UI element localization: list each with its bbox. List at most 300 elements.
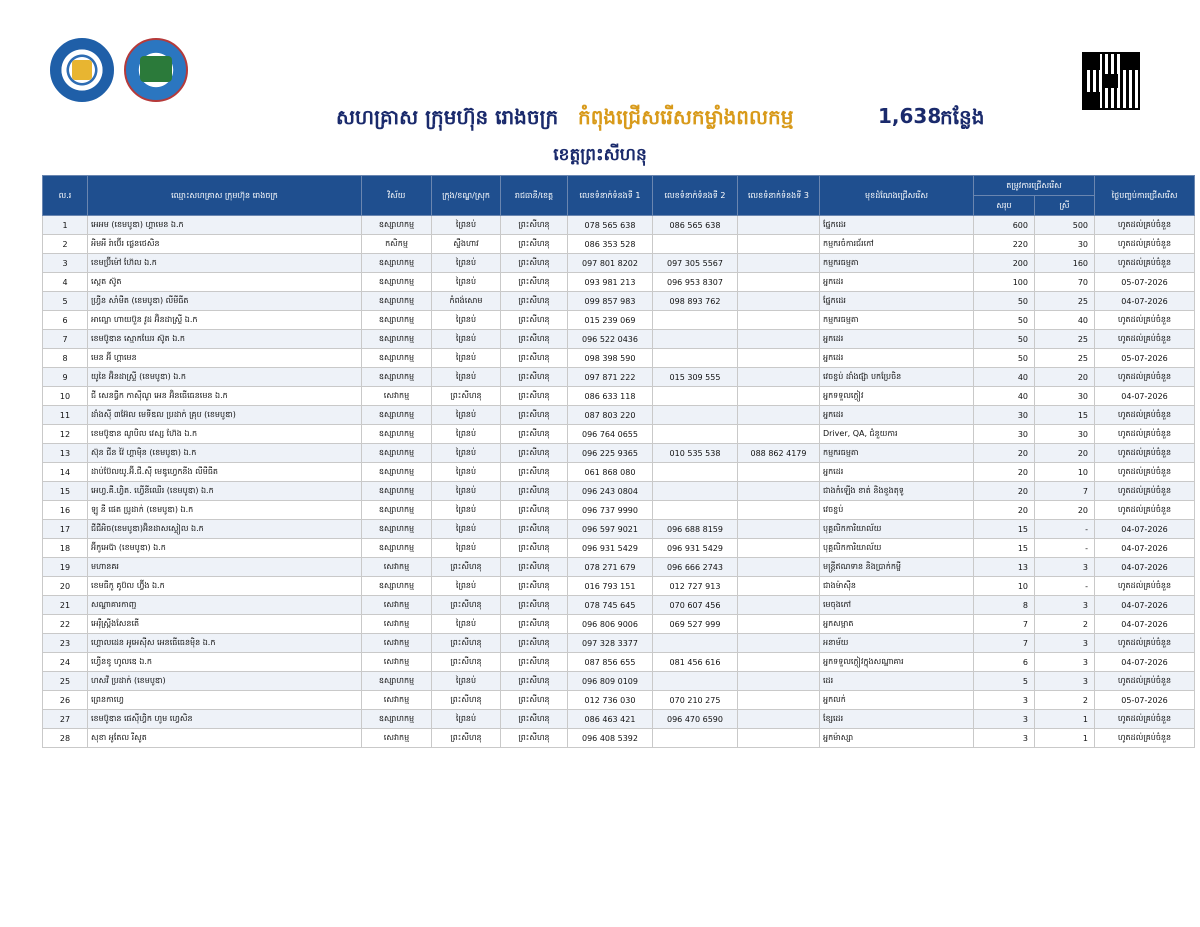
province-cell: ព្រះសីហនុ [501,539,568,558]
row-number: 2 [43,235,88,254]
title-enterprises: សហគ្រាស ក្រុមហ៊ុន រោងចក្រ [336,105,559,129]
phone1-cell: 096 806 9006 [568,615,653,634]
district-cell: ព្រៃនប់ [432,254,501,273]
district-cell: ព្រៃនប់ [432,444,501,463]
total-cell: 8 [974,596,1035,615]
district-cell: ព្រះសីហនុ [432,387,501,406]
province-cell: ព្រះសីហនុ [501,672,568,691]
company-name: អេហ្វ.គី.ហ្វិត. ហ្វើនីឈើរ (ខេមបូឌា) ឯ.ក [88,482,362,501]
female-cell: 1 [1035,710,1095,729]
row-number: 26 [43,691,88,710]
deadline-cell: 05-07-2026 [1095,691,1195,710]
district-cell: ព្រៃនប់ [432,273,501,292]
phone2-cell [653,387,738,406]
company-name: ដាប់ប៊ែលយូ.អ៊ី.ជី.ស៊ី មេឌូហ្វេកនីង លីមីធីត [88,463,362,482]
sector-cell: សេវាកម្ម [362,615,432,634]
table-row [43,653,1195,672]
header-phone2: លេខទំនាក់ទំនងទី 2 [653,176,738,216]
phone1-cell: 099 857 983 [568,292,653,311]
row-number: 6 [43,311,88,330]
female-cell: 2 [1035,691,1095,710]
deadline-cell: 04-07-2026 [1095,292,1195,311]
female-cell: 30 [1035,235,1095,254]
province-cell: ព្រះសីហនុ [501,634,568,653]
company-name: ហ្វើនខូ ហូលឌេ ឯ.ក [88,653,362,672]
position-cell: ជាងម៉ាស៊ីន [820,577,974,596]
phone2-cell [653,330,738,349]
district-cell: ព្រៃនប់ [432,216,501,235]
row-number: 22 [43,615,88,634]
table-row [43,729,1195,748]
province-cell: ព្រះសីហនុ [501,273,568,292]
phone3-cell [738,254,820,273]
total-cell: 7 [974,634,1035,653]
province-cell: ព្រះសីហនុ [501,368,568,387]
phone2-cell: 097 305 5567 [653,254,738,273]
row-number: 10 [43,387,88,406]
district-cell: ព្រៃនប់ [432,368,501,387]
table-row [43,596,1195,615]
position-cell: អ្នកដេរ [820,406,974,425]
phone1-cell: 096 809 0109 [568,672,653,691]
sector-cell: ឧស្សាហកម្ម [362,539,432,558]
sector-cell: ឧស្សាហកម្ម [362,368,432,387]
deadline-cell: ហូតដល់គ្រប់ចំនួន [1095,254,1195,273]
province-cell: ព្រះសីហនុ [501,482,568,501]
table-row [43,273,1195,292]
phone1-cell: 078 271 679 [568,558,653,577]
header-company: ឈ្មោះសហគ្រាស ក្រុមហ៊ុន រោងចក្រ [88,176,362,216]
phone2-cell: 015 309 555 [653,368,738,387]
phone2-cell: 096 931 5429 [653,539,738,558]
qr-code-icon[interactable] [1082,52,1140,110]
phone1-cell: 087 803 220 [568,406,653,425]
table-row [43,425,1195,444]
phone3-cell [738,539,820,558]
total-cell: 6 [974,653,1035,672]
sector-cell: សេវាកម្ម [362,387,432,406]
header-phone3: លេខទំនាក់ទំនងទី 3 [738,176,820,216]
position-cell: ផ្នែកដេរ [820,292,974,311]
sector-cell: ឧស្សាហកម្ម [362,406,432,425]
table-row [43,520,1195,539]
position-cell: កម្មករធម្មតា [820,311,974,330]
female-cell: - [1035,539,1095,558]
female-cell: 3 [1035,634,1095,653]
company-name: អេអម (ខេមបូឌា) ហ្គាមេន ឯ.ក [88,216,362,235]
district-cell: ព្រៃនប់ [432,406,501,425]
phone2-cell: 096 470 6590 [653,710,738,729]
total-cell: 50 [974,349,1035,368]
row-number: 3 [43,254,88,273]
company-name: យូនៃ អ៊ិនដាស្ទ្រី (ខេមបូឌា) ឯ.ក [88,368,362,387]
phone2-cell: 070 210 275 [653,691,738,710]
province-cell: ព្រះសីហនុ [501,387,568,406]
female-cell: 500 [1035,216,1095,235]
province-cell: ព្រះសីហនុ [501,444,568,463]
province-cell: ព្រះសីហនុ [501,254,568,273]
table-row [43,368,1195,387]
company-name: មេន អ៊ី ហ្គាមេន [88,349,362,368]
company-name: ស្កេត ស៊ូត [88,273,362,292]
title-recruiting: កំពុងជ្រើសរើសកម្លាំងពលកម្ម [578,105,794,129]
female-cell: 30 [1035,387,1095,406]
row-number: 1 [43,216,88,235]
row-number: 4 [43,273,88,292]
phone1-cell: 097 871 222 [568,368,653,387]
deadline-cell: ហូតដល់គ្រប់ចំនួន [1095,482,1195,501]
phone1-cell: 098 398 590 [568,349,653,368]
nea-logo [124,38,188,102]
company-name: ឡូ នី ផេត ប្រូដាក់ (ខេមបូឌា) ឯ.ក [88,501,362,520]
page-title [0,104,1200,134]
total-cell: 100 [974,273,1035,292]
position-cell: Driver, QA, ជំនួយការ [820,425,974,444]
phone2-cell [653,311,738,330]
table-row [43,216,1195,235]
province-cell: ព្រះសីហនុ [501,349,568,368]
deadline-cell: ហូតដល់គ្រប់ចំនួន [1095,634,1195,653]
deadline-cell: 05-07-2026 [1095,273,1195,292]
row-number: 27 [43,710,88,729]
table-row [43,691,1195,710]
phone1-cell: 097 801 8202 [568,254,653,273]
total-cell: 50 [974,330,1035,349]
district-cell: កំពង់សោម [432,292,501,311]
header-province: រាជធានី/ខេត្ត [501,176,568,216]
company-name: ខេមប៊្រីម៉ៅ ហ៊ែល ឯ.ក [88,254,362,273]
row-number: 11 [43,406,88,425]
female-cell: 15 [1035,406,1095,425]
position-cell: អ្នកដេរ [820,463,974,482]
female-cell: 3 [1035,672,1095,691]
position-cell: អ្នកលក់ [820,691,974,710]
province-cell: ព្រះសីហនុ [501,653,568,672]
female-cell: - [1035,577,1095,596]
phone3-cell [738,596,820,615]
female-cell: 3 [1035,653,1095,672]
phone3-cell [738,729,820,748]
sector-cell: ឧស្សាហកម្ម [362,520,432,539]
phone3-cell [738,425,820,444]
row-number: 8 [43,349,88,368]
province-cell: ព្រះសីហនុ [501,330,568,349]
phone1-cell: 012 736 030 [568,691,653,710]
table-row [43,292,1195,311]
female-cell: - [1035,520,1095,539]
sector-cell: ឧស្សាហកម្ម [362,349,432,368]
position-cell: ផ្នែកដេរ [820,216,974,235]
company-name: ខេមប៊ូឌាន ណូបិល វេស្ស ហ៊ែង ឯ.ក [88,425,362,444]
district-cell: ព្រៃនប់ [432,501,501,520]
table-row [43,349,1195,368]
header-needed: តម្រូវការជ្រើសរើស [974,176,1095,196]
district-cell: ស្ទឹងហាវ [432,235,501,254]
phone1-cell: 096 737 9990 [568,501,653,520]
female-cell: 70 [1035,273,1095,292]
female-cell: 7 [1035,482,1095,501]
table-row [43,444,1195,463]
company-name: ស៊ុន ជីន វ៉ៃ ហ្គាម៉ិន (ខេមបូឌា) ឯ.ក [88,444,362,463]
district-cell: ព្រៃនប់ [432,482,501,501]
phone3-cell [738,615,820,634]
district-cell: ព្រៃនប់ [432,710,501,729]
row-number: 28 [43,729,88,748]
company-name: ខេមប៊ូឌាន ផេស៊ីហ្វិក ហូម ហ្វេសិន [88,710,362,729]
sector-cell: ឧស្សាហកម្ម [362,292,432,311]
row-number: 12 [43,425,88,444]
province-cell: ព្រះសីហនុ [501,406,568,425]
province-cell: ព្រះសីហនុ [501,558,568,577]
deadline-cell: ហូតដល់គ្រប់ចំនួន [1095,406,1195,425]
position-cell: ជាងកំឡើង ខាត់ និងខួងតុទូ [820,482,974,501]
female-cell: 40 [1035,311,1095,330]
total-cell: 50 [974,292,1035,311]
district-cell: ព្រះសីហនុ [432,634,501,653]
phone1-cell: 086 353 528 [568,235,653,254]
phone1-cell: 096 225 9365 [568,444,653,463]
province-cell: ព្រះសីហនុ [501,596,568,615]
district-cell: ព្រៃនប់ [432,672,501,691]
sector-cell: សេវាកម្ម [362,729,432,748]
phone2-cell [653,482,738,501]
company-name: អិមអឺ រ៉ាប៊ើរ ផ្លេនថេសិន [88,235,362,254]
phone3-cell [738,691,820,710]
sector-cell: ឧស្សាហកម្ម [362,216,432,235]
sector-cell: សេវាកម្ម [362,691,432,710]
total-cell: 30 [974,425,1035,444]
phone3-cell [738,672,820,691]
phone2-cell [653,349,738,368]
row-number: 15 [43,482,88,501]
female-cell: 25 [1035,349,1095,368]
province-cell: ព្រះសីហនុ [501,729,568,748]
province-cell: ព្រះសីហនុ [501,691,568,710]
total-cell: 10 [974,577,1035,596]
female-cell: 20 [1035,444,1095,463]
total-cell: 20 [974,482,1035,501]
total-cell: 200 [974,254,1035,273]
row-number: 20 [43,577,88,596]
table-row [43,482,1195,501]
district-cell: ព្រៃនប់ [432,539,501,558]
deadline-cell: 04-07-2026 [1095,596,1195,615]
header-deadline: ថ្ងៃបញ្ចប់ការជ្រើសរើស [1095,176,1195,216]
district-cell: ព្រៃនប់ [432,311,501,330]
position-cell: វេចខ្ចប់ [820,501,974,520]
phone2-cell: 012 727 913 [653,577,738,596]
phone1-cell: 087 856 655 [568,653,653,672]
female-cell: 3 [1035,558,1095,577]
phone3-cell [738,273,820,292]
table-row [43,558,1195,577]
province-cell: ព្រះសីហនុ [501,216,568,235]
phone2-cell [653,406,738,425]
sector-cell: ឧស្សាហកម្ម [362,444,432,463]
phone3-cell [738,216,820,235]
female-cell: 1 [1035,729,1095,748]
district-cell: ព្រៃនប់ [432,615,501,634]
phone3-cell [738,520,820,539]
phone2-cell: 098 893 762 [653,292,738,311]
row-number: 9 [43,368,88,387]
company-name: ជី សេនធ្វីក កាសុីណូ អេន អ៊ិនធើធេនមេន ឯ.ក [88,387,362,406]
phone1-cell: 096 764 0655 [568,425,653,444]
position-cell: អ្នកដេរ [820,273,974,292]
sector-cell: ឧស្សាហកម្ម [362,330,432,349]
phone2-cell: 069 527 999 [653,615,738,634]
phone1-cell: 096 597 9021 [568,520,653,539]
position-cell: អ្នកដេរ [820,349,974,368]
position-cell: អ្នកដេរ [820,330,974,349]
total-cell: 3 [974,729,1035,748]
province-cell: ព្រះសីហនុ [501,520,568,539]
table-row [43,235,1195,254]
job-listings-table [42,175,1195,748]
district-cell: ព្រះសីហនុ [432,691,501,710]
row-number: 14 [43,463,88,482]
title-total-count: 1,638 [878,104,942,128]
deadline-cell: ហូតដល់គ្រប់ចំនួន [1095,444,1195,463]
total-cell: 7 [974,615,1035,634]
total-cell: 20 [974,501,1035,520]
district-cell: ព្រះសីហនុ [432,653,501,672]
total-cell: 13 [974,558,1035,577]
table-row [43,254,1195,273]
district-cell: ព្រះសីហនុ [432,729,501,748]
province-cell: ព្រះសីហនុ [501,292,568,311]
phone3-cell [738,330,820,349]
phone3-cell [738,463,820,482]
table-row [43,311,1195,330]
phone2-cell: 070 607 456 [653,596,738,615]
phone1-cell: 086 463 421 [568,710,653,729]
phone3-cell [738,368,820,387]
province-cell: ព្រះសីហនុ [501,501,568,520]
row-number: 5 [43,292,88,311]
phone1-cell: 096 931 5429 [568,539,653,558]
province-cell: ព្រះសីហនុ [501,425,568,444]
female-cell: 20 [1035,368,1095,387]
sector-cell: ឧស្សាហកម្ម [362,254,432,273]
total-cell: 40 [974,368,1035,387]
header-district: ក្រុង/ខណ្ឌ/ស្រុក [432,176,501,216]
phone3-cell [738,501,820,520]
phone2-cell [653,634,738,653]
table-row [43,330,1195,349]
deadline-cell: 04-07-2026 [1095,520,1195,539]
phone1-cell: 086 633 118 [568,387,653,406]
phone1-cell: 078 565 638 [568,216,653,235]
table-row [43,387,1195,406]
province-cell: ព្រះសីហនុ [501,463,568,482]
position-cell: កម្មករចំការជ័រកៅ [820,235,974,254]
deadline-cell: ហូតដល់គ្រប់ចំនួន [1095,425,1195,444]
table-row [43,539,1195,558]
header-total: សរុប [974,196,1035,216]
position-cell: មេចុងភៅ [820,596,974,615]
sector-cell: សេវាកម្ម [362,596,432,615]
province-subtitle: ខេត្តព្រះសីហនុ [553,145,647,165]
province-cell: ព្រះសីហនុ [501,235,568,254]
total-cell: 3 [974,691,1035,710]
phone3-cell [738,653,820,672]
position-cell: បុគ្គលិកការិយាល័យ [820,520,974,539]
phone1-cell: 015 239 069 [568,311,653,330]
phone1-cell: 096 408 5392 [568,729,653,748]
deadline-cell: 04-07-2026 [1095,558,1195,577]
district-cell: ព្រៃនប់ [432,463,501,482]
total-cell: 15 [974,520,1035,539]
sector-cell: ឧស្សាហកម្ម [362,672,432,691]
district-cell: ព្រះសីហនុ [432,558,501,577]
phone3-cell [738,292,820,311]
district-cell: ព្រៃនប់ [432,425,501,444]
company-name: ដាំងស៊ី ៣អ៊ែល មេទីឌល ប្រដាក់ គ្រុប (ខេមបូឌា) [88,406,362,425]
deadline-cell: ហូតដល់គ្រប់ចំនួន [1095,368,1195,387]
phone2-cell [653,425,738,444]
phone3-cell [738,482,820,501]
table-row [43,615,1195,634]
phone3-cell [738,406,820,425]
phone2-cell: 096 953 8307 [653,273,738,292]
province-cell: ព្រះសីហនុ [501,311,568,330]
phone2-cell [653,501,738,520]
row-number: 21 [43,596,88,615]
position-cell: កម្មករធម្មតា [820,254,974,273]
company-name: សណ្ឋាគារកាញ្ជ [88,596,362,615]
phone3-cell [738,558,820,577]
position-cell: អ្នកសម្អាត [820,615,974,634]
table-row [43,634,1195,653]
table-row [43,501,1195,520]
row-number: 25 [43,672,88,691]
province-cell: ព្រះសីហនុ [501,577,568,596]
row-number: 17 [43,520,88,539]
row-number: 13 [43,444,88,463]
sector-cell: ឧស្សាហកម្ម [362,710,432,729]
phone3-cell [738,311,820,330]
female-cell: 2 [1035,615,1095,634]
company-name: សុខា អូតែល រីសូត [88,729,362,748]
position-cell: ដេរ [820,672,974,691]
deadline-cell: ហូតដល់គ្រប់ចំនួន [1095,330,1195,349]
deadline-cell: 04-07-2026 [1095,539,1195,558]
phone2-cell: 086 565 638 [653,216,738,235]
phone3-cell [738,577,820,596]
deadline-cell: 04-07-2026 [1095,615,1195,634]
ministry-logo [50,38,114,102]
total-cell: 5 [974,672,1035,691]
deadline-cell: ហូតដល់គ្រប់ចំនួន [1095,672,1195,691]
position-cell: កម្មករធម្មតា [820,444,974,463]
district-cell: ព្រៃនប់ [432,349,501,368]
row-number: 19 [43,558,88,577]
total-cell: 20 [974,463,1035,482]
deadline-cell: ហូតដល់គ្រប់ចំនួន [1095,501,1195,520]
phone3-cell [738,634,820,653]
sector-cell: កសិកម្ម [362,235,432,254]
company-name: អ៊ីកូអេប៊ា (ខេមបូឌា) ឯ.ក [88,539,362,558]
sector-cell: ឧស្សាហកម្ម [362,273,432,292]
deadline-cell: 04-07-2026 [1095,387,1195,406]
position-cell: បុគ្គលិកការិយាល័យ [820,539,974,558]
phone1-cell: 096 243 0804 [568,482,653,501]
province-cell: ព្រះសីហនុ [501,710,568,729]
phone3-cell [738,235,820,254]
female-cell: 20 [1035,501,1095,520]
phone3-cell [738,710,820,729]
